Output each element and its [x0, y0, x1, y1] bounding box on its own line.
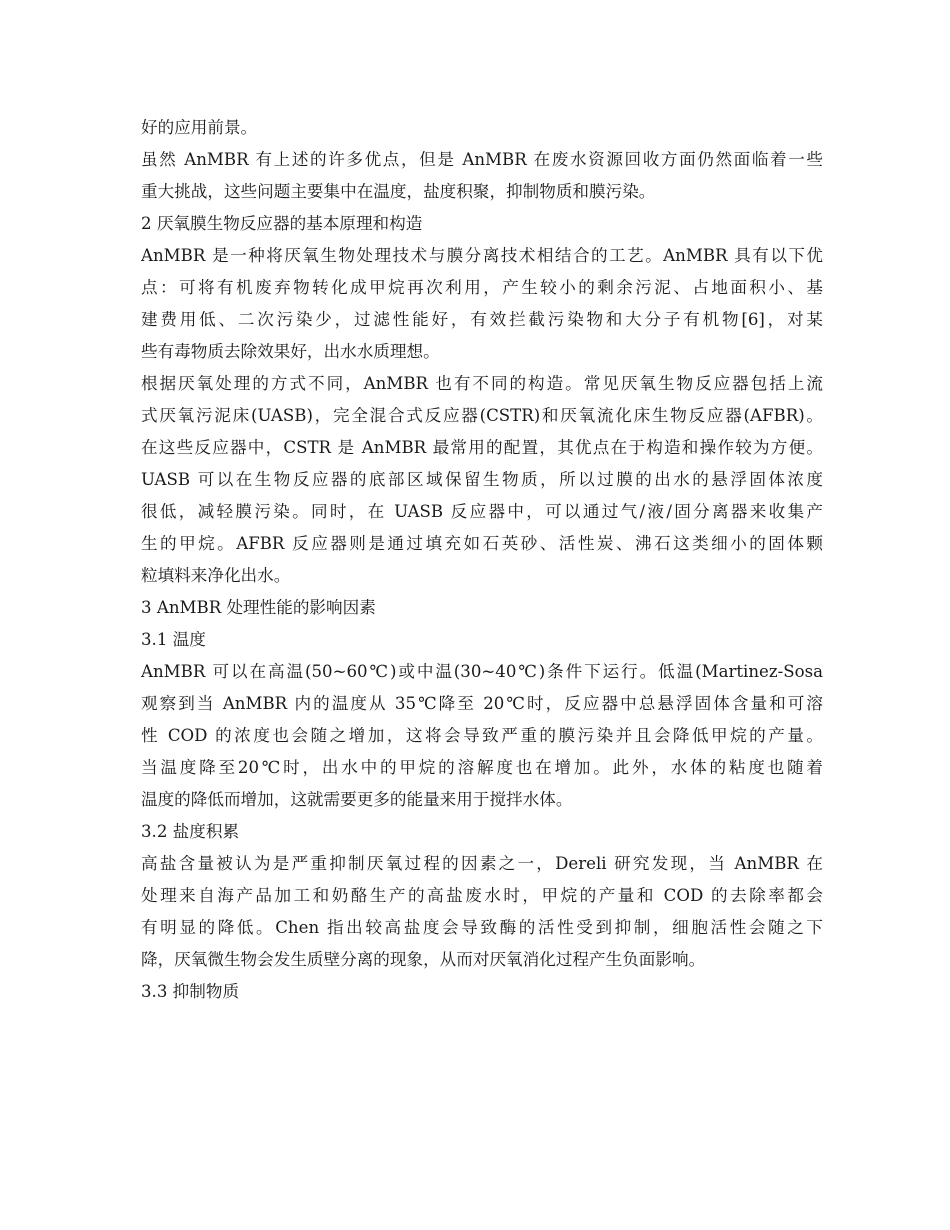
text-line: 虽然 AnMBR 有上述的许多优点，但是 AnMBR 在废水资源回收方面仍然面临着一些 [141, 150, 823, 169]
text-line: AnMBR 可以在高温(50~60℃)或中温(30~40℃)条件下运行。低温(Martinez-Sosa [141, 662, 823, 681]
text-line: 好的应用前景。 [141, 118, 258, 137]
text-line: 降，厌氧微生物会发生质壁分离的现象，从而对厌氧消化过程产生负面影响。 [141, 950, 706, 969]
text-line: 些有毒物质去除效果好，出水水质理想。 [141, 342, 440, 361]
text-line: 有明显的降低。Chen 指出较高盐度会导致酶的活性受到抑制，细胞活性会随之下 [141, 918, 823, 937]
text-line: 当温度降至20℃时，出水中的甲烷的溶解度也在增加。此外，水体的粘度也随着 [141, 758, 823, 777]
text-line: 高盐含量被认为是严重抑制厌氧过程的因素之一，Dereli 研究发现，当 AnMBR 在 [141, 854, 823, 873]
section-heading: 3.2 盐度积累 [141, 822, 240, 841]
section-heading: 2 厌氧膜生物反应器的基本原理和构造 [141, 214, 423, 233]
text-line: 根据厌氧处理的方式不同，AnMBR 也有不同的构造。常见厌氧生物反应器包括上流 [141, 374, 823, 393]
text-line: 点：可将有机废弃物转化成甲烷再次利用，产生较小的剩余污泥、占地面积小、基 [141, 278, 823, 297]
text-line: 观察到当 AnMBR 内的温度从 35℃降至 20℃时，反应器中总悬浮固体含量和可溶 [141, 694, 823, 713]
text-line: 性 COD 的浓度也会随之增加，这将会导致严重的膜污染并且会降低甲烷的产量。 [141, 726, 823, 745]
text-line: 很低，减轻膜污染。同时，在 UASB 反应器中，可以通过气/液/固分离器来收集产 [141, 502, 823, 521]
section-heading: 3 AnMBR 处理性能的影响因素 [141, 598, 376, 617]
text-line: 式厌氧污泥床(UASB)，完全混合式反应器(CSTR)和厌氧流化床生物反应器(AFBR)。 [141, 406, 823, 425]
text-line: UASB 可以在生物反应器的底部区域保留生物质，所以过膜的出水的悬浮固体浓度 [141, 470, 823, 489]
text-line: AnMBR 是一种将厌氧生物处理技术与膜分离技术相结合的工艺。AnMBR 具有以下优 [141, 246, 823, 265]
text-line: 在这些反应器中，CSTR 是 AnMBR 最常用的配置，其优点在于构造和操作较为方便。 [141, 438, 823, 457]
text-line: 温度的降低而增加，这就需要更多的能量来用于搅拌水体。 [141, 790, 573, 809]
text-line: 建费用低、二次污染少，过滤性能好，有效拦截污染物和大分子有机物[6]，对某 [141, 310, 823, 329]
text-line: 粒填料来净化出水。 [141, 566, 291, 585]
section-heading: 3.1 温度 [141, 630, 206, 649]
section-heading: 3.3 抑制物质 [141, 982, 240, 1001]
document-page [141, 112, 823, 1008]
text-line: 生的甲烷。AFBR 反应器则是通过填充如石英砂、活性炭、沸石这类细小的固体颗 [141, 534, 823, 553]
text-line: 处理来自海产品加工和奶酪生产的高盐废水时，甲烷的产量和 COD 的去除率都会 [141, 886, 823, 905]
text-line: 重大挑战，这些问题主要集中在温度，盐度积聚，抑制物质和膜污染。 [141, 182, 656, 201]
